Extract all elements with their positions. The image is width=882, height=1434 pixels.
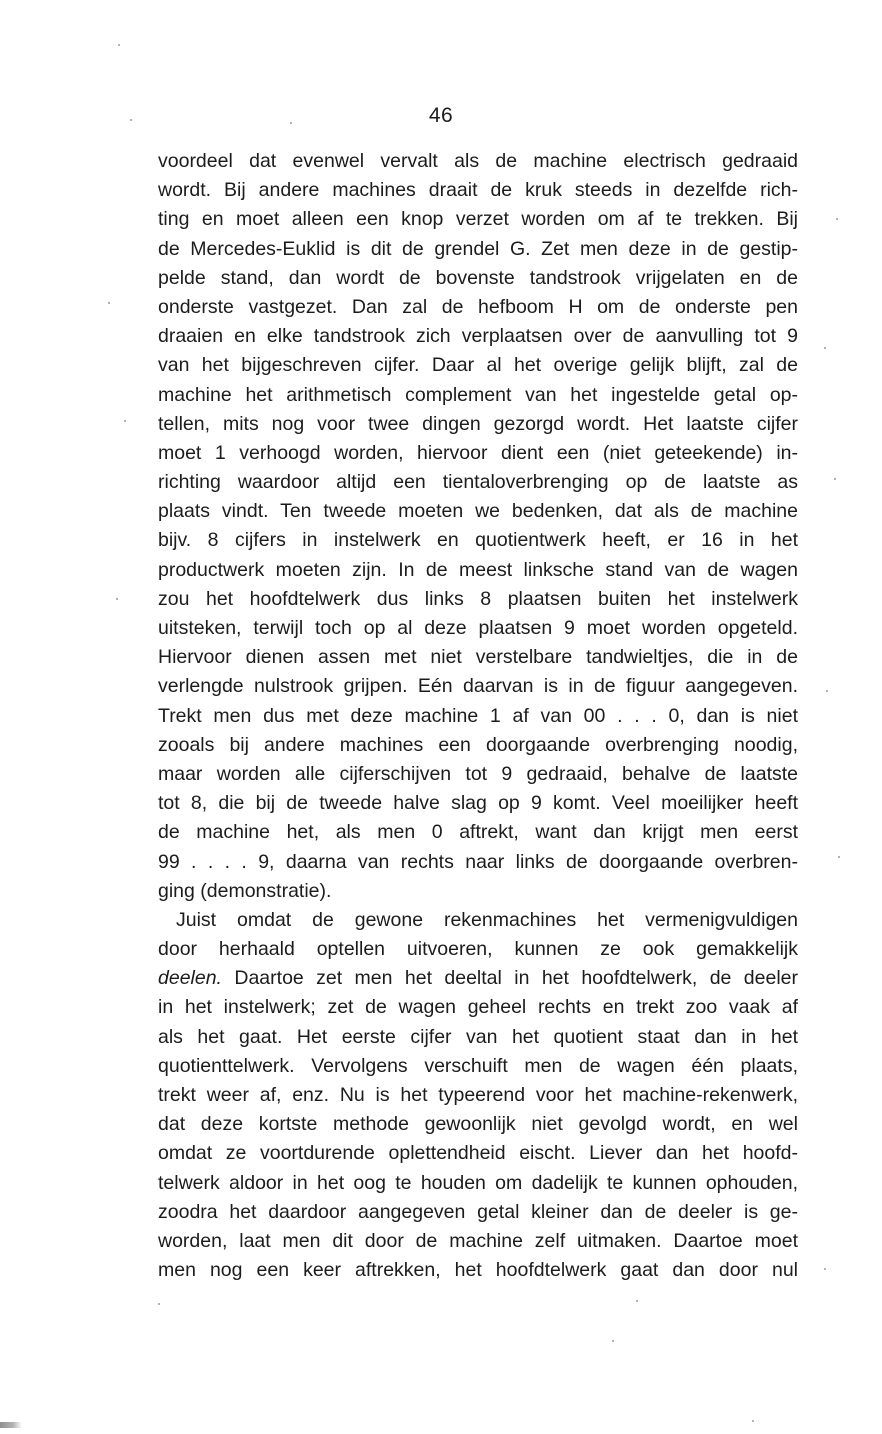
- scan-speck: [834, 478, 836, 480]
- text-line: moet 1 verhoogd worden, hiervoor dient een (niet geteekende) in-: [158, 441, 798, 464]
- text-line: uitsteken, terwijl toch op al deze plaatsen 9 moet worden opgeteld.: [158, 617, 798, 639]
- paragraph-end-line: ging (demonstratie).: [158, 879, 332, 902]
- text-line-with-italic: [158, 964, 798, 993]
- text-line: pelde stand, dan wordt de bovenste tandstrook vrijgelaten en de: [158, 266, 798, 289]
- scan-speck: [118, 44, 120, 46]
- text-line: draaien en elke tandstrook zich verplaatsen over de aanvulling tot 9: [158, 325, 798, 348]
- scan-speck: [290, 122, 292, 124]
- text-line: Hiervoor dienen assen met niet verstelbare tandwieltjes, die in de: [158, 646, 798, 669]
- text-line: plaats vindt. Ten tweede moeten we bedenken, dat als de machine: [158, 500, 798, 523]
- text-line: richting waardoor altijd een tientaloverbrenging op de laatste as: [158, 471, 798, 494]
- scan-speck: [130, 119, 132, 121]
- text-line: in het instelwerk; zet de wagen geheel rechts en trekt zoo vaak af: [158, 996, 798, 1019]
- text-line: worden, laat men dit door de machine zelf uitmaken. Daartoe moet: [158, 1229, 798, 1252]
- scan-speck: [836, 218, 838, 220]
- text-line: zoodra het daardoor aangegeven getal kleiner dan de deeler is ge-: [158, 1200, 798, 1223]
- scan-speck: [124, 420, 126, 422]
- paragraph-start-line: Juist omdat de gewone rekenmachines het vermenigvuldigen: [176, 908, 798, 931]
- text-line: ting en moet alleen een knop verzet worden om af te trekken. Bij: [158, 208, 798, 231]
- text-line: telwerk aldoor in het oog te houden om dadelijk te kunnen ophouden,: [158, 1171, 798, 1194]
- scan-edge-mark: [0, 1422, 22, 1428]
- body-text: [158, 147, 798, 1285]
- text-line: quotienttelwerk. Vervolgens verschuift men de wagen één plaats,: [158, 1054, 798, 1077]
- text-line: de Mercedes-Euklid is dit de grendel G. Zet men deze in de gestip-: [158, 237, 798, 260]
- text-line: door herhaald optellen uitvoeren, kunnen ze ook gemakkelijk: [158, 938, 798, 961]
- text-line: omdat ze voortdurende oplettendheid eischt. Liever dan het hoofd-: [158, 1142, 798, 1165]
- text-line: zou het hoofdtelwerk dus links 8 plaatsen buiten het instelwerk: [158, 587, 798, 610]
- text-line: tot 8, die bij de tweede halve slag op 9 komt. Veel moeilijker heeft: [158, 792, 798, 815]
- italic-word: deelen.: [158, 967, 222, 990]
- scan-speck: [116, 598, 118, 600]
- page-number: 46: [428, 104, 454, 127]
- text-line: Trekt men dus met deze machine 1 af van 00 . . . 0, dan is niet: [158, 704, 798, 727]
- scan-speck: [824, 1268, 826, 1270]
- scan-speck: [826, 690, 828, 692]
- text-line: bijv. 8 cijfers in instelwerk en quotientwerk heeft, er 16 in het: [158, 529, 798, 552]
- text-line: wordt. Bij andere machines draait de kruk steeds in dezelfde rich-: [158, 179, 798, 202]
- text-line: machine het arithmetisch complement van het ingestelde getal op-: [158, 383, 798, 406]
- scan-speck: [612, 1340, 614, 1342]
- text-line: voordeel dat evenwel vervalt als de machine electrisch gedraaid: [158, 150, 798, 172]
- scan-speck: [824, 347, 826, 349]
- text-line: de machine het, als men 0 aftrekt, want dan krijgt men eerst: [158, 821, 798, 844]
- text-line: verlengde nulstrook grijpen. Eén daarvan is in de figuur aangegeven.: [158, 675, 798, 698]
- scan-speck: [838, 856, 840, 858]
- text-line: van het bijgeschreven cijfer. Daar al het overige gelijk blijft, zal de: [158, 354, 798, 377]
- scan-speck: [636, 1300, 638, 1302]
- text-line: dat deze kortste methode gewoonlijk niet gevolgd wordt, en wel: [158, 1113, 798, 1136]
- text-line: onderste vastgezet. Dan zal de hefboom H om de onderste pen: [158, 295, 798, 318]
- scan-speck: [752, 1420, 754, 1422]
- text-line: zooals bij andere machines een doorgaande overbrenging noodig,: [158, 733, 798, 756]
- text-line: productwerk moeten zijn. In de meest linksche stand van de wagen: [158, 558, 798, 581]
- text-line: men nog een keer aftrekken, het hoofdtelwerk gaat dan door nul: [158, 1259, 798, 1282]
- text-line-rest: Daartoe zet men het deeltal in het hoofdtelwerk, de deeler: [221, 967, 798, 990]
- scan-speck: [158, 1303, 160, 1305]
- text-line: maar worden alle cijferschijven tot 9 gedraaid, behalve de laatste: [158, 762, 798, 785]
- text-line: als het gaat. Het eerste cijfer van het quotient staat dan in het: [158, 1025, 798, 1048]
- text-line: trekt weer af, enz. Nu is het typeerend voor het machine-rekenwerk,: [158, 1084, 798, 1106]
- text-line: 99 . . . . 9, daarna van rechts naar links de doorgaande overbren-: [158, 850, 798, 873]
- text-line: tellen, mits nog voor twee dingen gezorgd wordt. Het laatste cijfer: [158, 412, 798, 435]
- scan-speck: [108, 302, 110, 304]
